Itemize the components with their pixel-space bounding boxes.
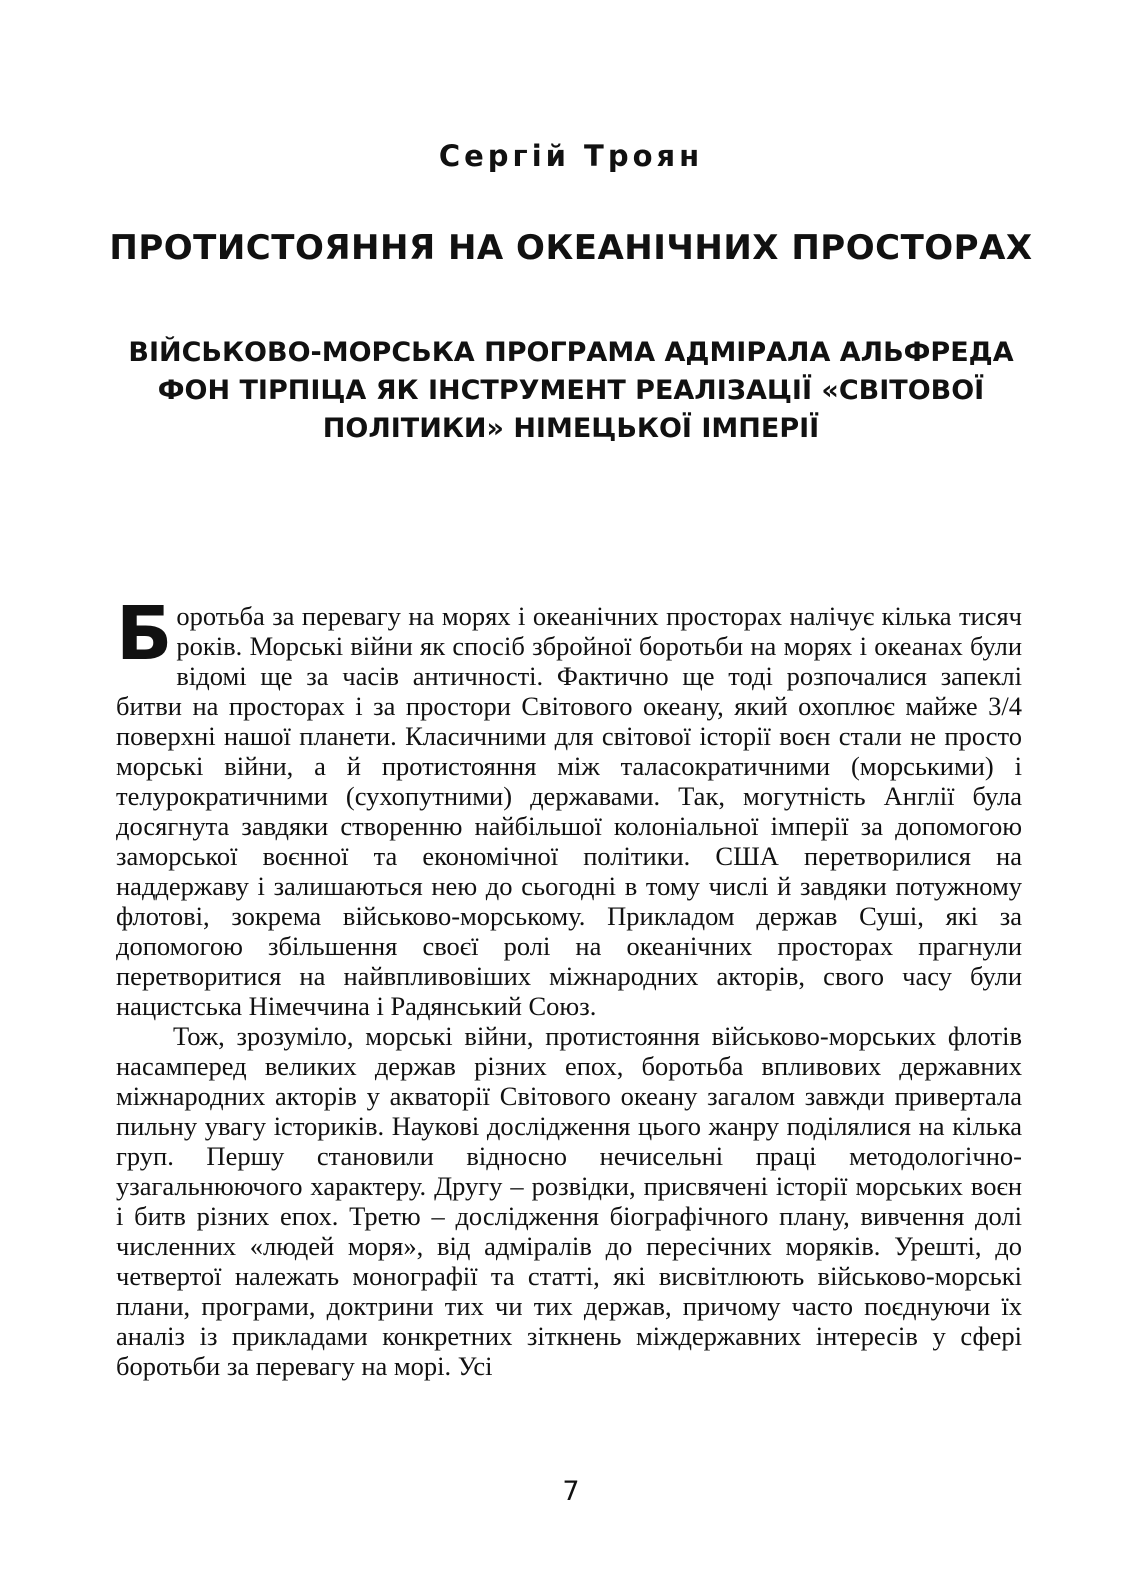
page-number: 7	[562, 1476, 580, 1507]
chapter-subtitle: ВІЙСЬКОВО-МОРСЬКА ПРОГРАМА АДМІРАЛА АЛЬФРЕДА ФОН ТІРПІЦА ЯК ІНСТРУМЕНТ РЕАЛІЗАЦІЇ «СВІТОВОЇ ПОЛІТИКИ» НІМЕЦЬКОЇ ІМПЕРІЇ	[128, 337, 1014, 444]
paragraph-text: оротьба за перевагу на морях і океанічних просторах налічує кілька тисяч років. Морські війни як спосіб збройної боротьби на морях і океанах були відомі ще за часів античності. Фактично ще тоді розпочалися запеклі битви на просторах і за простори Світового океану, який охоплює майже 3/4 поверхні нашої планети. Класичними для світової історії воєн стали не просто морські війни, а й протистояння між таласократичними (морськими) і телурократичними (сухопутними) державами. Так, могутність Англії була досягнута завдяки створенню найбільшої колоніальної імперії за допомогою заморської воєнної та економічної політики. США перетворилися на наддержаву і залишаються нею до сьогодні в тому числі й завдяки потужному флотові, зокрема військово-морському. Прикладом держав Суші, які за допомогою збільшення своєї ролі на океанічних просторах прагнули перетворитися на найвпливовіших міжнародних акторів, свого часу були нацистська Німеччина і Радянський Союз.	[116, 601, 1022, 1021]
drop-cap: Б	[116, 591, 173, 677]
author-name: Сергій Троян	[438, 139, 704, 173]
body-text	[116, 591, 1022, 1381]
paragraph: Тож, зрозуміло, морські війни, протистояння військово-морських флотів насамперед великих держав різних епох, боротьба впливових державних міжнародних акторів у акваторії Світового океану загалом завжди привертала пильну увагу істориків. Наукові дослідження цього жанру поділялися на кілька груп. Першу становили відносно нечисельні праці методологічно-узагальнюючого характеру. Другу – розвідки, присвячені історії морських воєн і битв різних епох. Третю – дослідження біографічного плану, вивчення долі численних «людей моря», від адміралів до пересічних моряків. Урешті, до четвертої належать монографії та статті, які висвітлюють військово-морські плани, програми, доктрини тих чи тих держав, причому часто поєднуючи їх аналіз із прикладами конкретних зіткнень міждержавних інтересів у сфері боротьби за перевагу на морі. Усі	[116, 1021, 1022, 1381]
chapter-title: ПРОТИСТОЯННЯ НА ОКЕАНІЧНИХ ПРОСТОРАХ	[109, 228, 1033, 268]
paragraph	[116, 591, 1022, 1021]
